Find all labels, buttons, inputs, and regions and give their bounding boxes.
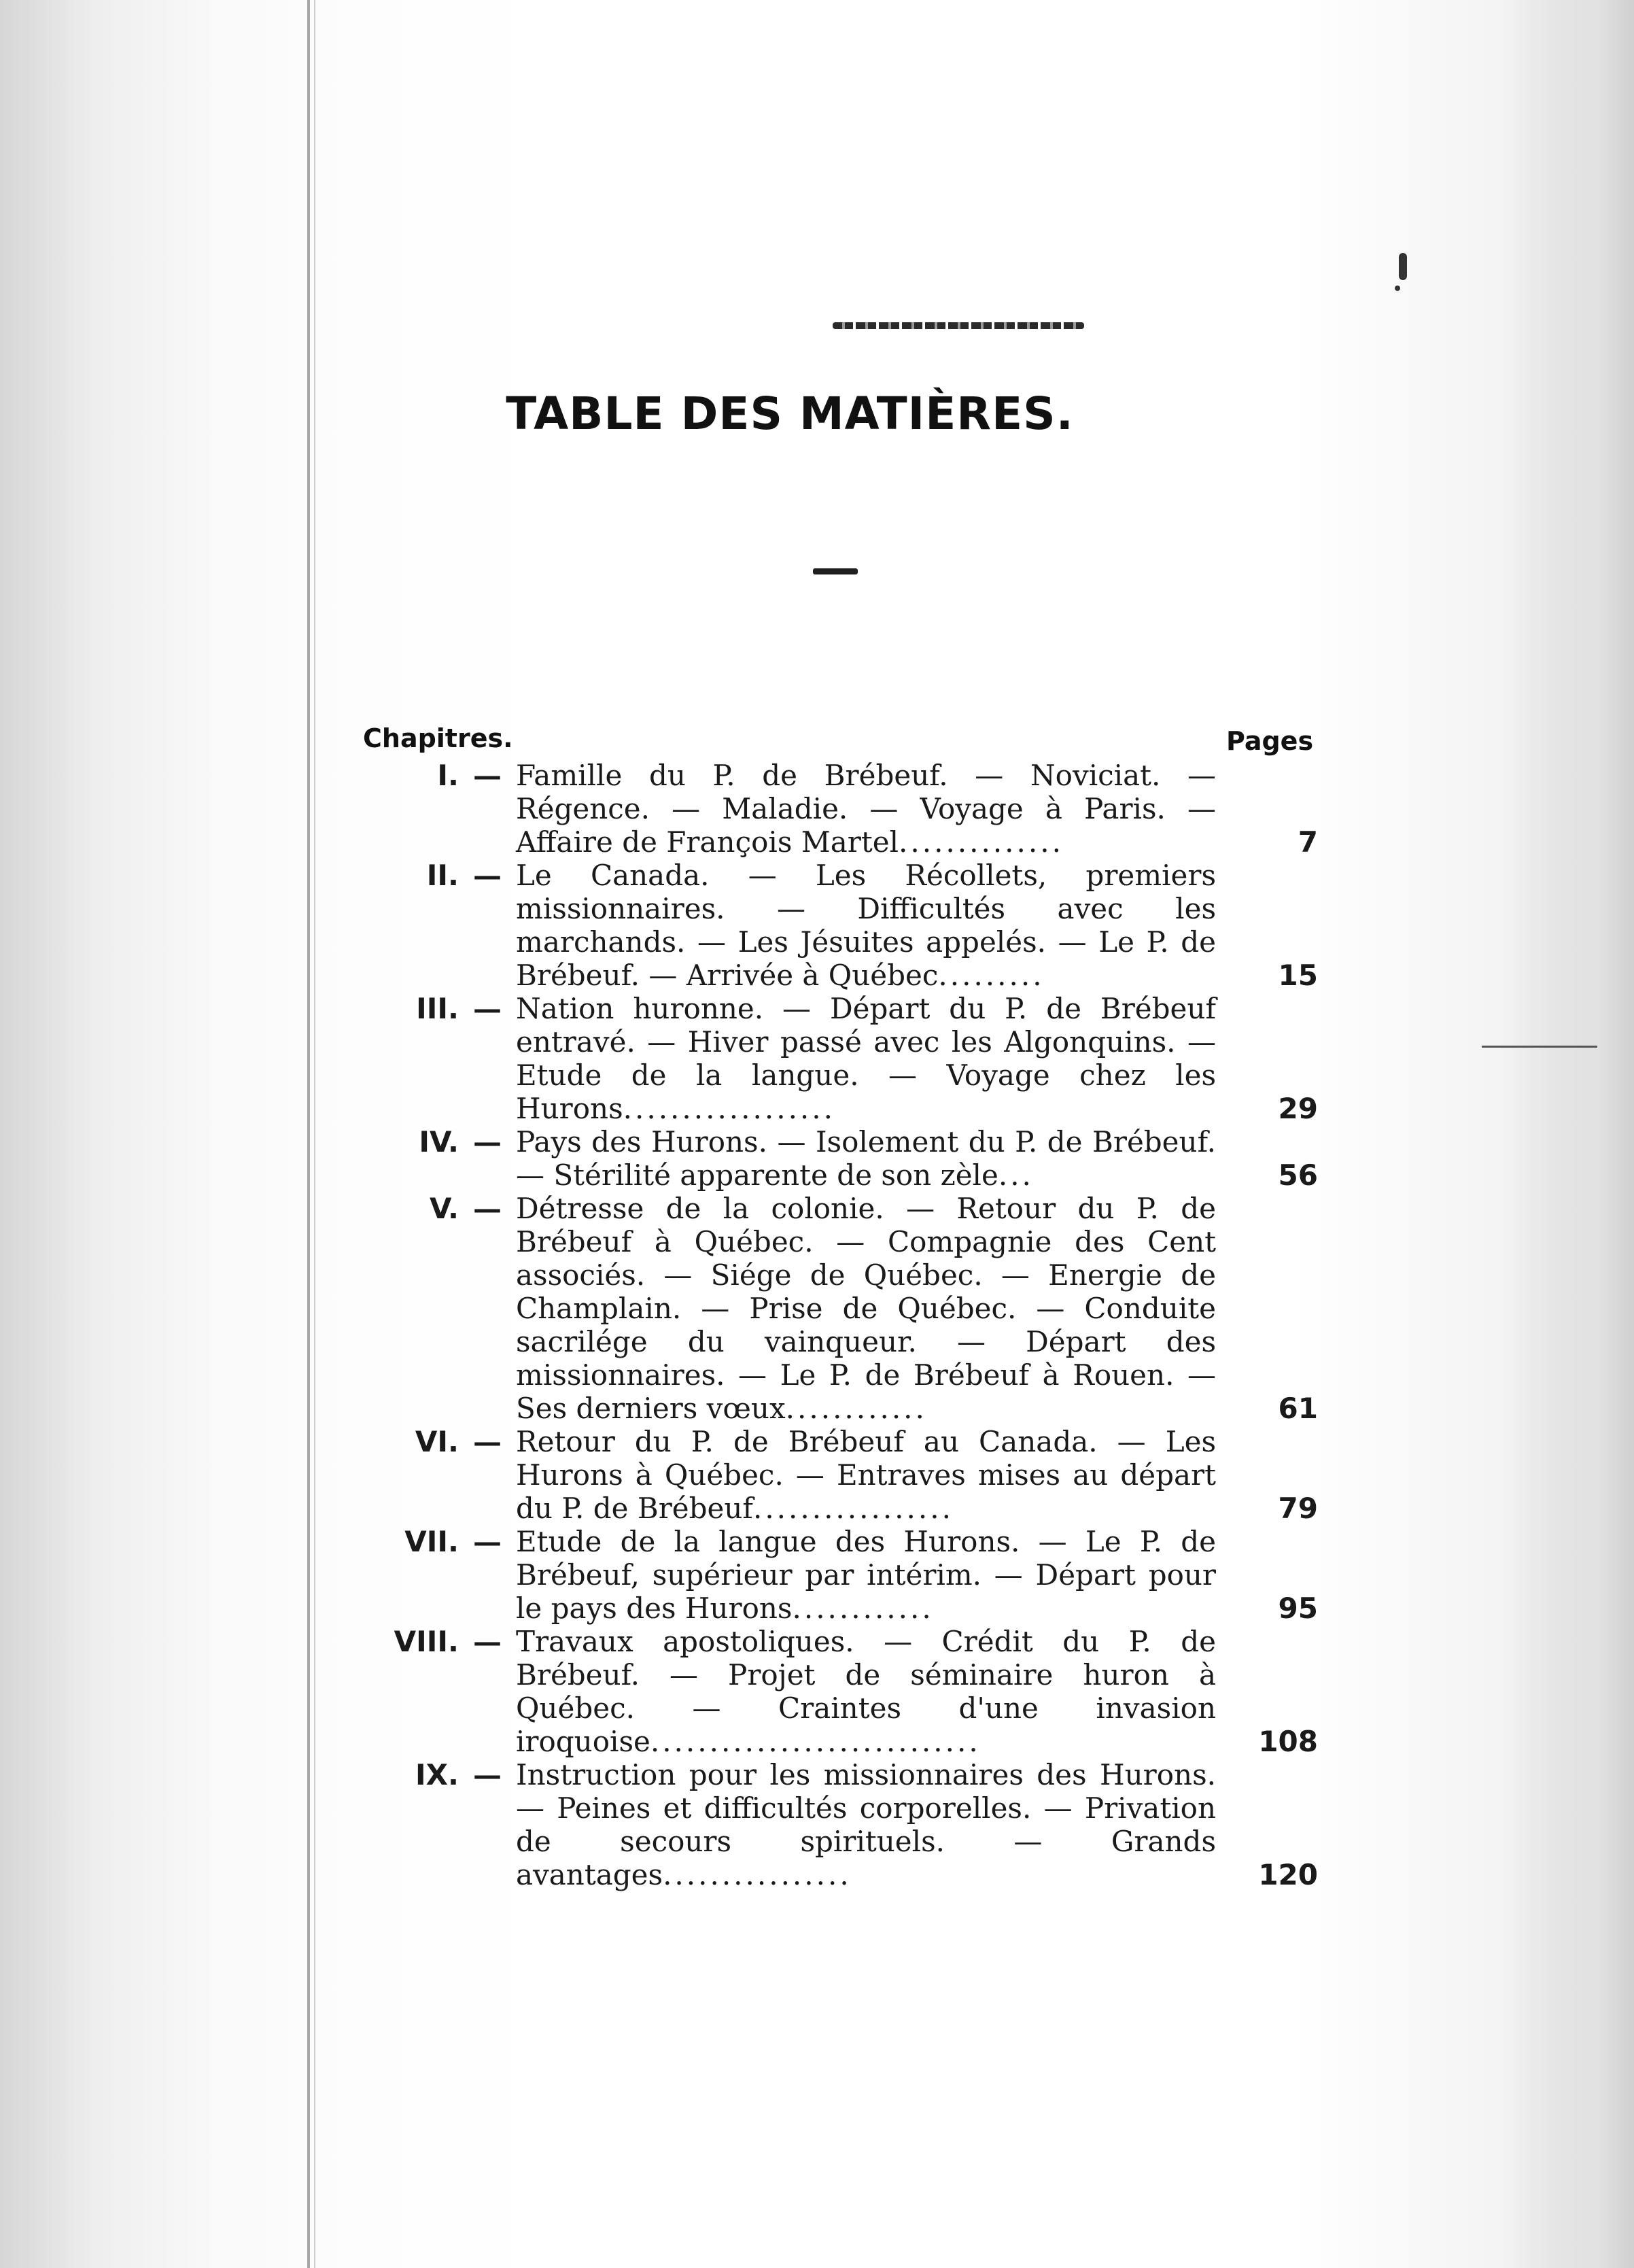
chapter-number: VI. [415, 1425, 459, 1458]
chapter-dash: — [473, 1758, 502, 1791]
chapter-summary: Travaux apostoliques. — Crédit du P. de Brébeuf. — Projet de séminaire huron à Québec. — Craintes d'une invasion iroquoise............................ [516, 1625, 1216, 1758]
chapter-dash: — [473, 1625, 502, 1658]
chapter-summary: Etude de la langue des Hurons. — Le P. de Brébeuf, supérieur par intérim. — Départ pour le pays des Hurons............ [516, 1525, 1216, 1625]
chapter-dash: — [473, 992, 502, 1025]
chapter-dash: — [473, 859, 502, 892]
chapter-summary: Le Canada. — Les Récollets, premiers missionnaires. — Difficultés avec les marchands. — Les Jésuites appelés. — Le P. de Brébeuf. — Arrivée à Québec......... [516, 859, 1216, 992]
chapter-number: IV. [419, 1125, 459, 1158]
toc-entry-6 [381, 1425, 1319, 1525]
page-number: 120 [1258, 1858, 1318, 1891]
chapter-summary: Retour du P. de Brébeuf au Canada. — Les Hurons à Québec. — Entraves mises au départ du P. de Brébeuf................. [516, 1425, 1216, 1525]
page-number: 95 [1278, 1592, 1318, 1625]
binding-shadow [0, 0, 319, 2268]
page-number: 29 [1278, 1092, 1318, 1125]
ornament-rule-short [813, 568, 858, 574]
chapter-number: IX. [415, 1758, 459, 1791]
chapter-number: VII. [404, 1525, 459, 1558]
toc-entry-1 [381, 759, 1319, 859]
toc-entry-8 [381, 1625, 1319, 1758]
chapter-number: III. [416, 992, 459, 1025]
chapters-header: Chapitres. [363, 723, 513, 753]
ink-speck [1399, 253, 1407, 280]
page-number: 61 [1278, 1392, 1318, 1425]
page-fold [307, 0, 310, 2268]
page-number: 79 [1278, 1492, 1318, 1525]
page-number: 56 [1278, 1158, 1318, 1192]
chapter-dash: — [473, 1125, 502, 1158]
chapter-summary: Famille du P. de Brébeuf. — Noviciat. — Régence. — Maladie. — Voyage à Paris. — Affaire de François Martel.............. [516, 759, 1216, 859]
toc-entry-4 [381, 1125, 1319, 1192]
ornament-rule-top [833, 322, 1084, 329]
page-number: 15 [1278, 959, 1318, 992]
toc-entry-9 [381, 1758, 1319, 1891]
page-number: 7 [1298, 825, 1318, 859]
chapter-dash: — [473, 1525, 502, 1558]
chapter-dash: — [473, 1192, 502, 1225]
ink-speck [1395, 286, 1400, 291]
chapter-summary: Pays des Hurons. — Isolement du P. de Brébeuf. — Stérilité apparente de son zèle... [516, 1125, 1216, 1192]
chapter-number: VIII. [394, 1625, 459, 1658]
toc-list [381, 759, 1319, 1891]
chapter-number: II. [426, 859, 459, 892]
toc-entry-3 [381, 992, 1319, 1125]
chapter-number: I. [437, 759, 459, 792]
page-number: 108 [1258, 1725, 1318, 1758]
edge-mark [1482, 1046, 1597, 1048]
toc-entry-5 [381, 1192, 1319, 1425]
chapter-dash: — [473, 1425, 502, 1458]
chapter-number: V. [429, 1192, 459, 1225]
chapter-summary: Instruction pour les missionnaires des Hurons. — Peines et difficultés corporelles. — Privation de secours spirituels. — Grands avantages................ [516, 1758, 1216, 1891]
chapter-summary: Nation huronne. — Départ du P. de Brébeuf entravé. — Hiver passé avec les Algonquins. — Etude de la langue. — Voyage chez les Hurons.................. [516, 992, 1216, 1125]
toc-entry-7 [381, 1525, 1319, 1625]
page-title: TABLE DES MATIÈRES. [506, 388, 1074, 440]
pages-header: Pages [1226, 726, 1314, 756]
chapter-summary: Détresse de la colonie. — Retour du P. de Brébeuf à Québec. — Compagnie des Cent associés. — Siége de Québec. — Energie de Champlain. — Prise de Québec. — Conduite sacrilége du vainqueur. — Départ des missionnaires. — Le P. de Brébeuf à Rouen. — Ses derniers vœux............ [516, 1192, 1216, 1425]
page-fold-secondary [314, 0, 315, 2268]
page-edge-shadow [1512, 0, 1634, 2268]
toc-entry-2 [381, 859, 1319, 992]
chapter-dash: — [473, 759, 502, 792]
